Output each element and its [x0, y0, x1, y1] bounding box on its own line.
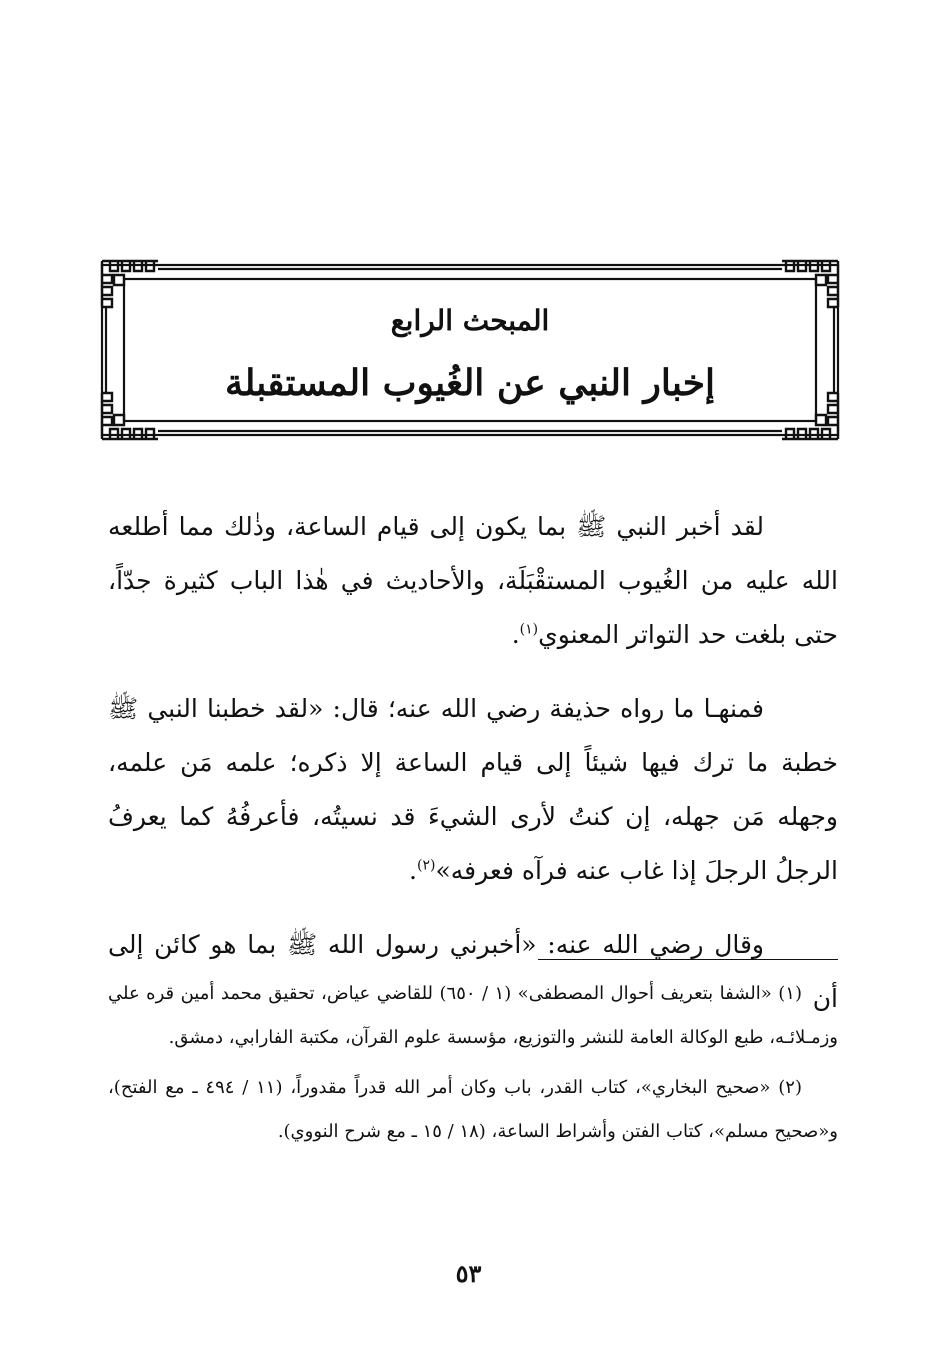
footnote: (١) «الشفا بتعريف أحوال المصطفى» (١ / ٦٥٠) للقاضي عياض، تحقيق محمد أمين قره علي وزمـلائـه، طبع الوكالة العامة للنشر والتوزيع، مؤسسة علوم القرآن، مكتبة الفارابي، دمشق. — [108, 983, 838, 1048]
body-text — [108, 500, 838, 1046]
footnote-separator — [538, 959, 838, 960]
chapter-heading-frame — [98, 257, 842, 443]
footnote-ref: (٢) — [417, 857, 436, 874]
footnote: (٢) «صحيح البخاري»، كتاب القدر، باب وكان أمر الله قدراً مقدوراً، (١١ / ٤٩٤ ـ مع الفتح)، و«صحيح مسلم»، كتاب الفتن وأشراط الساعة، (١٨ / ١٥ ـ مع شرح النووي). — [108, 1077, 838, 1142]
paragraph-text: وقال رضي الله عنه: «أخبرني رسول الله ﷺ بما هو كائن إلى أن — [108, 930, 838, 1013]
section-label: المبحث الرابع — [390, 304, 550, 337]
page-number: ٥٣ — [455, 1259, 482, 1288]
paragraph-tail: . — [409, 856, 417, 885]
paragraph — [108, 682, 838, 898]
paragraph — [108, 500, 838, 662]
footnote-ref: (١) — [519, 621, 539, 638]
footnotes — [108, 972, 838, 1160]
paragraph-text: فمنهـا ما رواه حذيفة رضي الله عنه؛ قال: «لقد خطبنا النبي ﷺ خطبة ما ترك فيها شيئاً إلى قيام الساعة إلا ذكره؛ علمه مَن علمه، وجهله مَن جهله، إن كنتُ لأرى الشيءَ قد نسيتُه، فأعرفُهُ كما يعرفُ الرجلُ الرجلَ إذا غاب عنه فرآه فعرفه» — [108, 694, 838, 885]
section-title: إخبار النبي عن الغُيوب المستقبلة — [225, 362, 715, 404]
paragraph-tail: . — [511, 620, 520, 649]
paragraph-text: لقد أخبر النبي ﷺ بما يكون إلى قيام الساعة، وذٰلك مما أطلعه الله عليه من الغُيوب المستقْبَلَة، والأحاديث في هٰذا الباب كثيرة جدّاً، حتى بلغت حد التواتر المعنوي — [108, 512, 838, 649]
